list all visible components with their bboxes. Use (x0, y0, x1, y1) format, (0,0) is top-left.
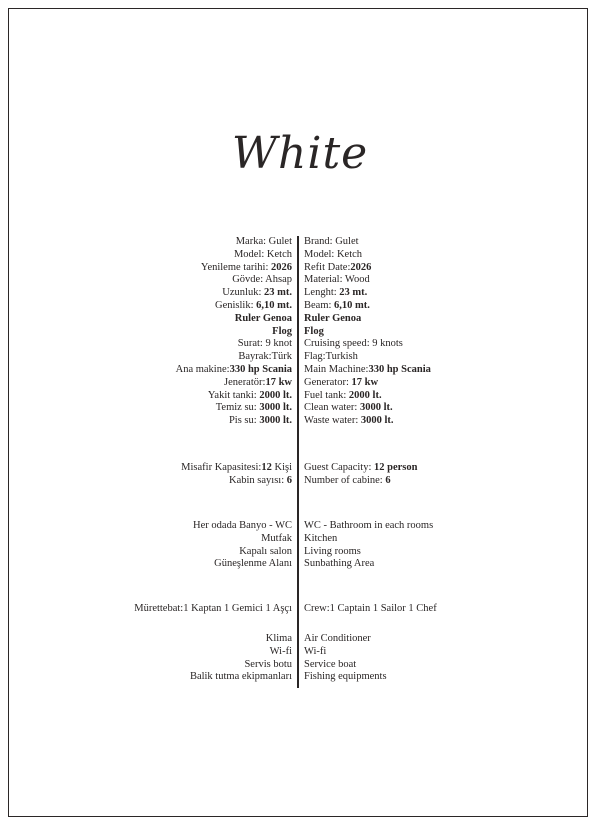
spec-turkish (216, 402, 292, 415)
spec-text: Flag:Turkish (304, 351, 358, 363)
spec-text: 3000 lt. (359, 402, 393, 414)
spec-english (304, 646, 326, 659)
spec-text: Beam: (304, 299, 335, 311)
spec-text: 12 (261, 462, 272, 473)
spec-text: Clean water: (304, 402, 360, 414)
spec-english (304, 338, 403, 351)
spec-turkish (181, 462, 292, 475)
spec-english (304, 364, 431, 377)
spec-row (0, 326, 600, 339)
spec-turkish (222, 287, 292, 300)
spec-english (304, 300, 370, 313)
spec-row (0, 262, 600, 275)
spec-text: Klima (265, 633, 292, 644)
spec-english (304, 475, 391, 488)
spec-text: Jeneratör: (224, 376, 266, 388)
spec-row (0, 236, 600, 249)
spec-text: Yakit tanki: (207, 389, 260, 401)
spec-row (0, 364, 600, 377)
spec-text: Temiz su: (215, 402, 260, 414)
spec-turkish (238, 351, 292, 364)
crew-section (0, 603, 600, 616)
specs-section (0, 236, 600, 428)
spec-text: Ruler Genoa (304, 312, 362, 324)
spec-turkish (190, 671, 292, 684)
spec-text: 6,10 mt. (334, 299, 370, 311)
spec-english (304, 274, 370, 287)
spec-turkish (235, 313, 292, 326)
spec-text: Güneşlenme Alanı (214, 558, 292, 570)
spec-text: Ana makine: (175, 363, 230, 375)
spec-turkish (238, 338, 292, 351)
spec-turkish (208, 390, 292, 403)
spec-text: Uzunluk: (222, 287, 264, 299)
spec-text: Generator: (304, 376, 352, 388)
spec-text: Bayrak:Türk (238, 351, 292, 363)
spec-text: Guest Capacity: (304, 462, 374, 473)
spec-english (304, 462, 417, 475)
spec-text: Flog (272, 325, 292, 337)
spec-text: 17 kw (265, 376, 292, 388)
spec-text: Brand: Gulet (304, 236, 359, 247)
spec-english (304, 313, 361, 326)
spec-row (0, 313, 600, 326)
spec-turkish (261, 533, 292, 546)
spec-row (0, 300, 600, 313)
spec-text: 23 mt. (339, 287, 368, 299)
spec-text: Material: Wood (304, 274, 370, 286)
spec-english (304, 520, 433, 533)
spec-text: Kişi (271, 462, 292, 473)
spec-text: Model: Ketch (233, 248, 292, 260)
spec-text: Service boat (304, 658, 357, 670)
spec-text: WC - Bathroom in each rooms (304, 520, 434, 531)
spec-turkish (176, 364, 292, 377)
spec-text: Mürettebat:1 Kaptan 1 Gemici 1 Aşçı (134, 603, 292, 614)
spec-turkish (232, 274, 292, 287)
spec-row (0, 475, 600, 488)
spec-text: 6,10 mt. (256, 299, 292, 311)
spec-text: Mutfak (261, 532, 292, 544)
spec-text: Wi-fi (269, 645, 292, 657)
spec-text: Ruler Genoa (234, 312, 292, 324)
spec-turkish (193, 520, 292, 533)
spec-turkish (201, 262, 292, 275)
spec-row (0, 287, 600, 300)
spec-text: 2026 (350, 261, 372, 273)
spec-text: 17 kw (351, 376, 379, 388)
spec-row (0, 546, 600, 559)
spec-text: Surat: 9 knot (237, 338, 292, 350)
spec-english (304, 603, 437, 616)
spec-english (304, 633, 371, 646)
amenities-section (0, 520, 600, 571)
spec-text: Lenght: (304, 287, 340, 299)
spec-turkish (239, 546, 292, 559)
spec-text: 6 (286, 474, 292, 486)
spec-text: 2000 lt. (348, 389, 382, 401)
spec-row (0, 415, 600, 428)
spec-row (0, 249, 600, 262)
spec-row (0, 671, 600, 684)
spec-english (304, 659, 356, 672)
spec-text: Kabin sayısı: (229, 474, 287, 486)
spec-text: Living rooms (304, 545, 361, 557)
spec-text: Main Machine: (304, 363, 369, 375)
spec-english (304, 326, 324, 339)
spec-turkish (244, 659, 292, 672)
spec-english (304, 415, 394, 428)
spec-turkish (229, 475, 292, 488)
spec-text: Fishing equipments (304, 671, 387, 683)
spec-row (0, 533, 600, 546)
spec-text: Number of cabine: (304, 474, 386, 486)
spec-text: Wi-fi (304, 645, 327, 657)
spec-row (0, 390, 600, 403)
spec-row (0, 659, 600, 672)
spec-text: Sunbathing Area (304, 558, 375, 570)
spec-text: 3000 lt. (360, 415, 394, 427)
spec-text: 6 (385, 474, 391, 486)
spec-text: Gövde: Ahsap (232, 274, 292, 286)
spec-text: Misafir Kapasitesi: (181, 462, 262, 473)
spec-text: 2026 (271, 261, 292, 273)
spec-turkish (229, 415, 292, 428)
spec-turkish (134, 603, 292, 616)
spec-english (304, 236, 359, 249)
spec-row (0, 633, 600, 646)
spec-text: Model: Ketch (304, 248, 363, 260)
spec-row (0, 646, 600, 659)
spec-text: 12 person (373, 462, 418, 473)
spec-text: 3000 lt. (259, 402, 292, 414)
spec-text: Cruising speed: 9 knots (304, 338, 403, 350)
spec-text: 3000 lt. (259, 415, 292, 427)
spec-row (0, 520, 600, 533)
spec-text: Air Conditioner (304, 633, 371, 644)
spec-text: Crew:1 Captain 1 Sailor 1 Chef (304, 603, 437, 614)
spec-turkish (215, 300, 292, 313)
spec-text: Genislik: (215, 299, 257, 311)
spec-english (304, 402, 393, 415)
spec-text: 2000 lt. (259, 389, 292, 401)
spec-turkish (224, 377, 292, 390)
page-title: White (231, 128, 369, 179)
equipment-section (0, 633, 600, 684)
capacity-section (0, 462, 600, 488)
spec-english (304, 262, 371, 275)
spec-english (304, 390, 382, 403)
spec-text: Her odada Banyo - WC (193, 520, 292, 531)
spec-row (0, 558, 600, 571)
spec-text: Kapalı salon (239, 545, 292, 557)
spec-text: 330 hp Scania (229, 363, 292, 375)
spec-text: Kitchen (304, 532, 338, 544)
spec-row (0, 402, 600, 415)
spec-english (304, 558, 374, 571)
spec-english (304, 377, 378, 390)
spec-english (304, 546, 361, 559)
spec-row (0, 462, 600, 475)
spec-english (304, 287, 367, 300)
spec-row (0, 377, 600, 390)
spec-english (304, 671, 387, 684)
spec-text: Fuel tank: (304, 389, 349, 401)
spec-text: Yenileme tarihi: (200, 261, 271, 273)
spec-row (0, 351, 600, 364)
spec-text: Balik tutma ekipmanları (189, 671, 292, 683)
spec-text: 330 hp Scania (368, 363, 431, 375)
spec-turkish (236, 236, 292, 249)
spec-english (304, 249, 362, 262)
spec-english (304, 533, 337, 546)
spec-row (0, 603, 600, 616)
spec-row (0, 338, 600, 351)
spec-text: Waste water: (304, 415, 361, 427)
spec-text: Servis botu (244, 658, 292, 670)
spec-text: 23 mt. (264, 287, 292, 299)
spec-text: Pis su: (228, 415, 260, 427)
spec-text: Marka: Gulet (235, 236, 292, 247)
spec-row (0, 274, 600, 287)
spec-turkish (270, 646, 292, 659)
spec-text: Refit Date: (304, 261, 351, 273)
spec-turkish (214, 558, 292, 571)
spec-english (304, 351, 358, 364)
spec-turkish (272, 326, 292, 339)
spec-turkish (234, 249, 292, 262)
spec-turkish (266, 633, 292, 646)
spec-text: Flog (304, 325, 324, 337)
